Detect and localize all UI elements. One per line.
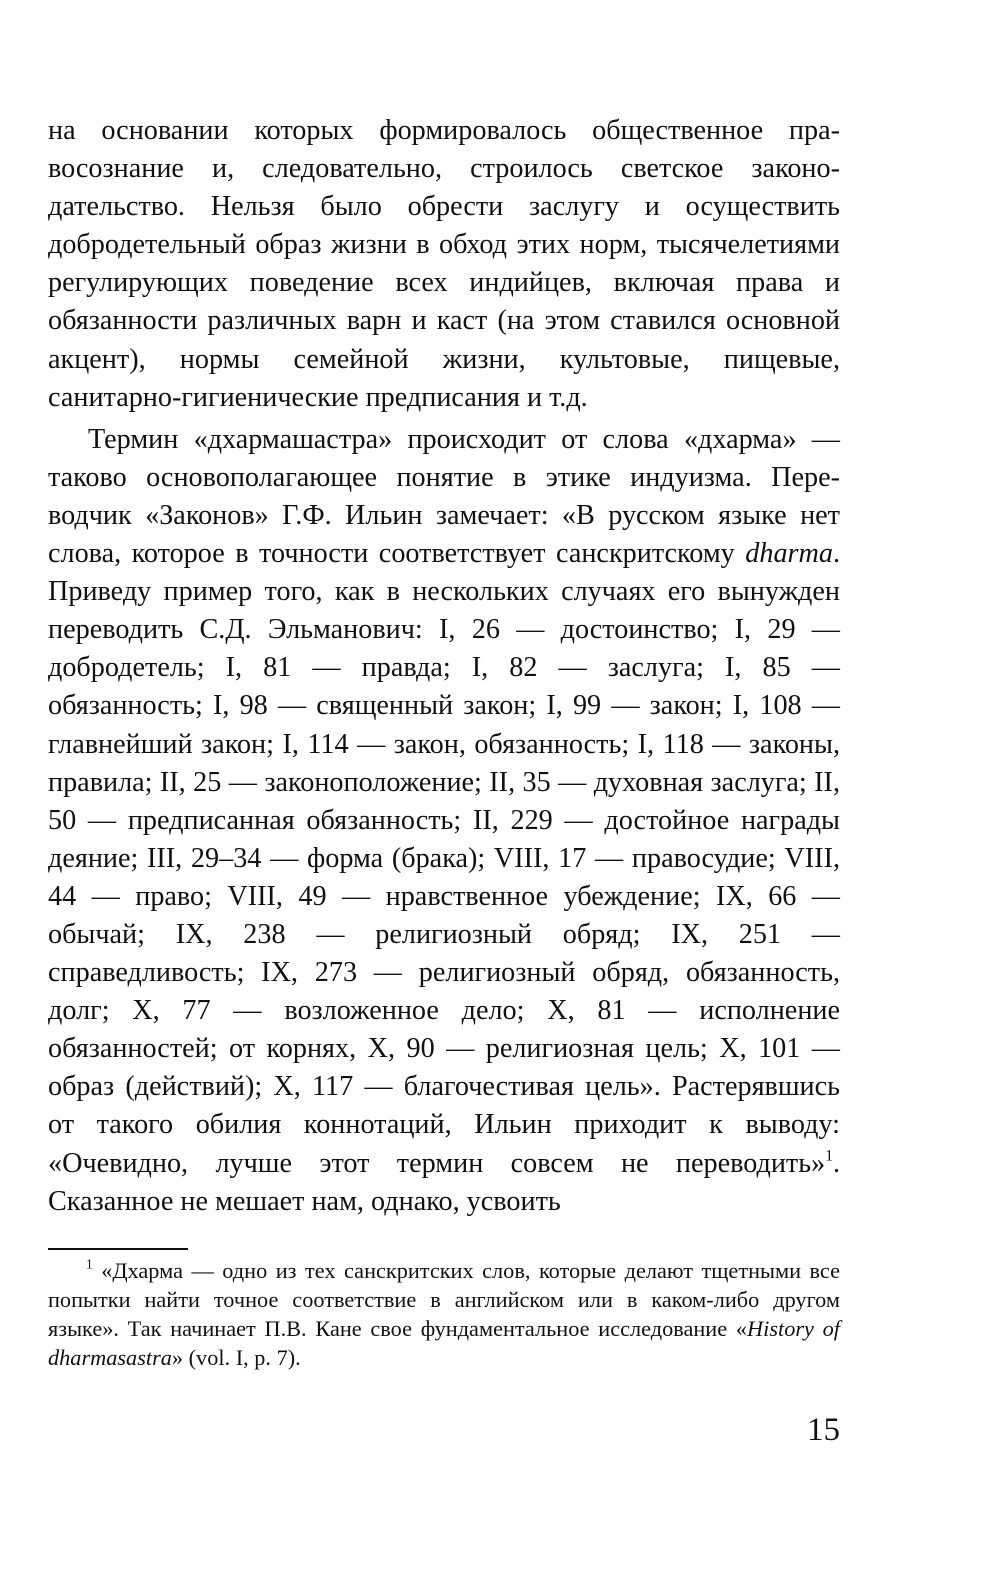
footnote-text-start: «Дхарма — одно из тех санскритских слов, которые делают тщетными все попытки найти точное соответствие в английском или в каком-либо другом языке». Так начинает П.В. Кане свое фундаментальное исследование « bbox=[48, 1258, 840, 1341]
main-text bbox=[48, 112, 840, 1221]
page-body bbox=[48, 112, 840, 1221]
paragraph-2 bbox=[48, 421, 840, 1221]
paragraph-1 bbox=[48, 112, 840, 417]
paragraph-1-text: на основании которых формировалось общественное правосознание и, следовательно, строилось светское законодательство. Нельзя было обрести заслугу и осуществить добродетельный образ жизни в обход этих норм, тысячелетиями регулирующих поведение всех индийцев, включая права и обязанности различных варн и каст (на этом ставился основной акцент), нормы семейной жизни, культовые, пищевые, санитарно-гигиенические предписания и т.д. bbox=[48, 115, 840, 413]
paragraph-2-text-start: Термин «дхармашастра» происходит от слова «дхарма» — таково основополагающее понятие в этике индуизма. Переводчик «Законов» Г.Ф. Ильин замечает: «В русском языке нет слова, которое в точности соответствует санскритскому bbox=[48, 423, 840, 570]
footnote-reference[interactable]: 1 bbox=[825, 1146, 833, 1164]
footnote-divider bbox=[48, 1248, 188, 1250]
footnote-marker: 1 bbox=[86, 1256, 93, 1272]
footnote-text-end: » (vol. I, p. 7). bbox=[171, 1345, 301, 1370]
dharma-term: dharma bbox=[745, 538, 833, 570]
footnote-book-title: History of dharmasastra bbox=[48, 1316, 841, 1370]
paragraph-2-text-middle: . Приведу пример того, как в нескольких случаях его вынужден переводить С.Д. Эльманович: I, 26 — достоинство; I, 29 — добродетель; I, 81 — правда; I, 82 — заслуга; I, 85 — обязанность; I, 98 — священный закон; I, 99 — закон; I, 108 — главнейший закон; I, 114 — закон, обязанность; I, 118 — законы, правила; II, 25 — законоположение; II, 35 — духовная заслуга; II, 50 — предписанная обязанность; II, 229 — достойное награды деяние; III, 29–34 — форма (брака); VIII, 17 — правосудие; VIII, 44 — право; VIII, 49 — нравственное убеждение; IX, 66 — обычай; IX, 238 — религиозный обряд; IX, 251 — справедливость; IX, 273 — религиозный обряд, обязанность, долг; X, 77 — возложенное дело; X, 81 — исполнение обязанностей; от корнях, X, 90 — религиозная цель; X, 101 — образ (действий); X, 117 — благочестивая цель». Растерявшись от такого обилия коннотаций, Ильин приходит к выводу: «Очевидно, лучше этот термин совсем не переводить» bbox=[48, 538, 840, 1179]
footnote bbox=[48, 1256, 840, 1372]
paragraph-2-text-end: . Сказанное не мешает нам, однако, усвоить bbox=[48, 1147, 840, 1217]
page-number: 15 bbox=[807, 1412, 840, 1448]
